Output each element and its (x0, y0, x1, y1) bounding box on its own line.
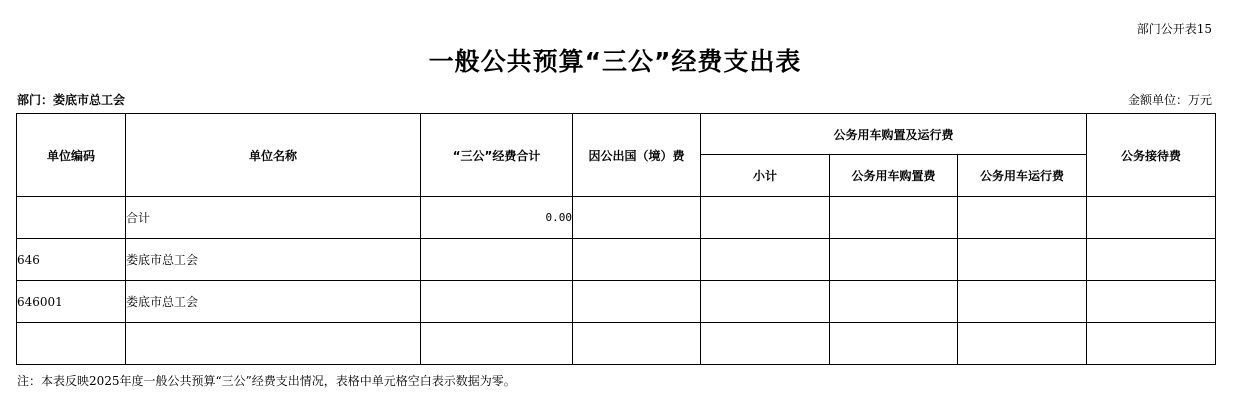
header-unit-name: 单位名称 (126, 114, 421, 197)
cell-name: 合计 (126, 197, 421, 239)
cell-abroad (573, 281, 701, 323)
header-reception: 公务接待费 (1087, 114, 1216, 197)
cell-empty (1087, 323, 1216, 365)
cell-name: 娄底市总工会 (126, 281, 421, 323)
cell-vehicle-purchase (830, 197, 958, 239)
header-vehicle-operation: 公务用车运行费 (958, 155, 1087, 197)
cell-empty (830, 323, 958, 365)
cell-empty (17, 323, 126, 365)
page-title: 一般公共预算“三公”经费支出表 (428, 47, 802, 76)
table-row (17, 281, 1216, 323)
table-number: 部门公开表15 (1136, 22, 1212, 36)
header-sangong-total: “三公”经费合计 (421, 114, 573, 197)
cell-abroad (573, 239, 701, 281)
cell-total (421, 239, 573, 281)
cell-subtotal (701, 281, 830, 323)
header-vehicle-purchase: 公务用车购置费 (830, 155, 958, 197)
cell-empty (701, 323, 830, 365)
cell-code: 646001 (17, 281, 126, 323)
expense-table (16, 113, 1216, 365)
amount-unit-label: 金额单位：万元 (1127, 93, 1212, 107)
header-subtotal: 小计 (701, 155, 830, 197)
cell-code (17, 197, 126, 239)
cell-empty (421, 323, 573, 365)
table-row (17, 239, 1216, 281)
cell-reception (1087, 281, 1216, 323)
cell-vehicle-operation (958, 197, 1087, 239)
cell-empty (958, 323, 1087, 365)
cell-total: 0.00 (421, 197, 573, 239)
header-abroad: 因公出国（境）费 (573, 114, 701, 197)
cell-empty (573, 323, 701, 365)
cell-subtotal (701, 197, 830, 239)
cell-reception (1087, 197, 1216, 239)
department-label: 部门：娄底市总工会 (17, 93, 126, 107)
cell-vehicle-operation (958, 239, 1087, 281)
footnote: 注：本表反映2025年度一般公共预算“三公”经费支出情况，表格中单元格空白表示数据为零。 (17, 374, 516, 388)
cell-reception (1087, 239, 1216, 281)
cell-vehicle-purchase (830, 281, 958, 323)
table-row (17, 197, 1216, 239)
header-unit-code: 单位编码 (17, 114, 126, 197)
cell-vehicle-operation (958, 281, 1087, 323)
header-vehicle-group: 公务用车购置及运行费 (701, 114, 1087, 155)
cell-empty (126, 323, 421, 365)
cell-total (421, 281, 573, 323)
cell-name: 娄底市总工会 (126, 239, 421, 281)
cell-abroad (573, 197, 701, 239)
cell-vehicle-purchase (830, 239, 958, 281)
cell-subtotal (701, 239, 830, 281)
cell-code: 646 (17, 239, 126, 281)
table-row-empty (17, 323, 1216, 365)
